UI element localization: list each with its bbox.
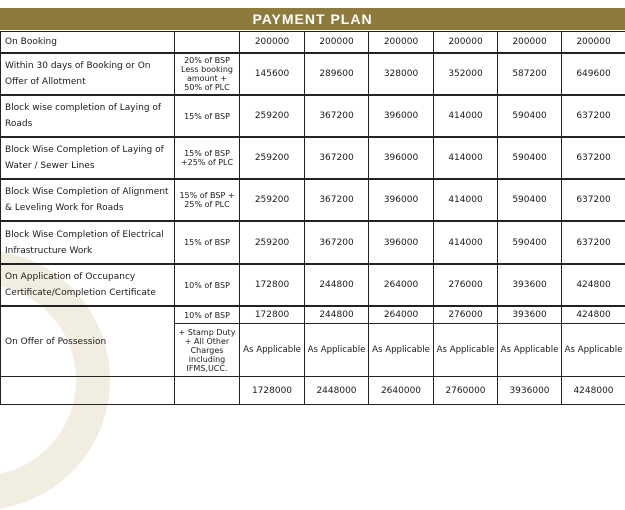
payment-plan-table [0, 31, 625, 405]
totals-row [1, 377, 625, 405]
table-row [1, 264, 625, 306]
applicable-cell: As Applicable [562, 324, 625, 377]
stage-label: On Offer of Possession [1, 306, 175, 377]
amount-cell: 637200 [562, 179, 625, 221]
applicable-cell: As Applicable [369, 324, 434, 377]
amount-cell: 145600 [240, 53, 305, 95]
amount-cell: 590400 [498, 95, 562, 137]
amount-cell: 259200 [240, 221, 305, 264]
amount-cell: 590400 [498, 137, 562, 179]
empty-cell [1, 377, 175, 405]
amount-cell: 200000 [305, 32, 369, 54]
amount-cell: 414000 [434, 179, 498, 221]
amount-cell: 367200 [305, 95, 369, 137]
amount-cell: 637200 [562, 137, 625, 179]
total-cell: 2448000 [305, 377, 369, 405]
amount-cell: 264000 [369, 306, 434, 324]
amount-cell: 264000 [369, 264, 434, 306]
percentage-cell: 20% of BSP Less booking amount + 50% of PLC [175, 53, 240, 95]
amount-cell: 424800 [562, 306, 625, 324]
amount-cell: 200000 [369, 32, 434, 54]
amount-cell: 587200 [498, 53, 562, 95]
amount-cell: 289600 [305, 53, 369, 95]
amount-cell: 424800 [562, 264, 625, 306]
applicable-cell: As Applicable [434, 324, 498, 377]
applicable-cell: As Applicable [305, 324, 369, 377]
table-row [1, 306, 625, 324]
amount-cell: 590400 [498, 221, 562, 264]
amount-cell: 396000 [369, 95, 434, 137]
stage-label: Block wise completion of Laying of Roads [1, 95, 175, 137]
empty-cell [175, 377, 240, 405]
amount-cell: 244800 [305, 264, 369, 306]
amount-cell: 396000 [369, 221, 434, 264]
amount-cell: 200000 [498, 32, 562, 54]
amount-cell: 200000 [562, 32, 625, 54]
amount-cell: 396000 [369, 137, 434, 179]
amount-cell: 200000 [240, 32, 305, 54]
percentage-cell: 10% of BSP [175, 264, 240, 306]
total-cell: 1728000 [240, 377, 305, 405]
amount-cell: 367200 [305, 221, 369, 264]
amount-cell: 414000 [434, 95, 498, 137]
amount-cell: 367200 [305, 179, 369, 221]
amount-cell: 637200 [562, 221, 625, 264]
amount-cell: 590400 [498, 179, 562, 221]
charges-note-cell: + Stamp Duty + All Other Charges including IFMS,UCC. [175, 324, 240, 377]
total-cell: 2640000 [369, 377, 434, 405]
amount-cell: 244800 [305, 306, 369, 324]
amount-cell: 414000 [434, 137, 498, 179]
stage-label: Block Wise Completion of Laying of Water / Sewer Lines [1, 137, 175, 179]
amount-cell: 172800 [240, 264, 305, 306]
percentage-cell: 15% of BSP +25% of PLC [175, 137, 240, 179]
stage-label: On Application of Occupancy Certificate/Completion Certificate [1, 264, 175, 306]
stage-label: Block Wise Completion of Alignment & Leveling Work for Roads [1, 179, 175, 221]
table-row [1, 179, 625, 221]
stage-label: On Booking [1, 32, 175, 54]
table-row [1, 95, 625, 137]
applicable-cell: As Applicable [240, 324, 305, 377]
amount-cell: 200000 [434, 32, 498, 54]
amount-cell: 259200 [240, 179, 305, 221]
table-row [1, 32, 625, 54]
amount-cell: 396000 [369, 179, 434, 221]
amount-cell: 328000 [369, 53, 434, 95]
amount-cell: 259200 [240, 95, 305, 137]
amount-cell: 276000 [434, 264, 498, 306]
amount-cell: 367200 [305, 137, 369, 179]
percentage-cell: 15% of BSP + 25% of PLC [175, 179, 240, 221]
percentage-cell: 15% of BSP [175, 95, 240, 137]
amount-cell: 276000 [434, 306, 498, 324]
percentage-cell [175, 32, 240, 54]
amount-cell: 393600 [498, 264, 562, 306]
amount-cell: 393600 [498, 306, 562, 324]
page-title: PAYMENT PLAN [0, 8, 625, 30]
table-row [1, 137, 625, 179]
amount-cell: 414000 [434, 221, 498, 264]
stage-label: Block Wise Completion of Electrical Infrastructure Work [1, 221, 175, 264]
amount-cell: 649600 [562, 53, 625, 95]
stage-label: Within 30 days of Booking or On Offer of Allotment [1, 53, 175, 95]
total-cell: 3936000 [498, 377, 562, 405]
table-row [1, 53, 625, 95]
applicable-cell: As Applicable [498, 324, 562, 377]
amount-cell: 637200 [562, 95, 625, 137]
amount-cell: 352000 [434, 53, 498, 95]
total-cell: 4248000 [562, 377, 625, 405]
amount-cell: 172800 [240, 306, 305, 324]
total-cell: 2760000 [434, 377, 498, 405]
percentage-cell: 10% of BSP [175, 306, 240, 324]
table-row [1, 221, 625, 264]
amount-cell: 259200 [240, 137, 305, 179]
percentage-cell: 15% of BSP [175, 221, 240, 264]
